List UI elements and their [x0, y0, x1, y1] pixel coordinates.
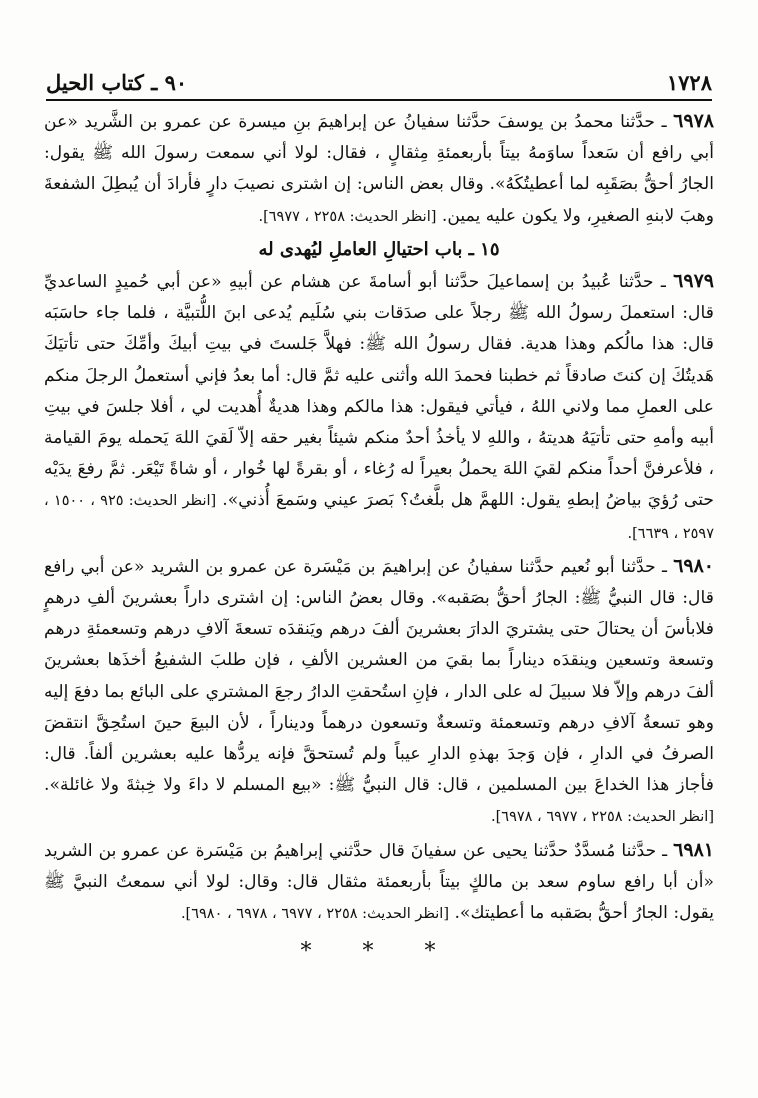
- hadith-text: ـ حدَّثنا مُسدَّدٌ حدَّثنا يحيى عن سفيانَ قال حدَّثني إبراهيمُ بن مَيْسَرة عن عمرو بن الشريد «أن أبا رافع ساوم سعد بن مالكٍ بيتاً بأربعمئة مثقال قال: وقال: لولا أني سمعتُ النبيَّ ﷺ يقول: الجارُ أحقُّ بصَقبه ما أعطيتك».: [44, 840, 714, 924]
- page-body: [44, 106, 714, 967]
- hadith-text: ـ حدَّثنا محمدُ بن يوسفَ حدَّثنا سفيانُ عن إبراهيمَ بنِ ميسرة عن عمرو بن الشَّريد «عن أبي رافع أن سَعداً ساوَمهُ بيتاً بأربعمئةِ مِثقالٍ ، فقال: لولا أني سمعت رسولَ الله ﷺ يقول: الجارُ أحقُّ بصَقَبِه لما أعطيتُكَهُ». وقال بعض الناس: إن اشترى نصيبَ دارٍ فأرادَ أن يُبطِلَ الشفعةَ وهبَ لابنهِ الصغيرِ، ولا يكون عليه يمين.: [44, 112, 714, 226]
- hadith-6978: [44, 106, 714, 233]
- hadith-reference: [انظر الحديث: ٩٢٥ ، ١٥٠٠ ، ٢٥٩٧ ، ٦٦٣٩].: [44, 493, 714, 542]
- chapter-title: ٩٠ ـ كتاب الحيل: [46, 70, 188, 95]
- hadith-reference: [انظر الحديث: ٢٢٥٨ ، ٦٩٧٧ ، ٦٩٧٨ ، ٦٩٨٠].: [180, 906, 449, 923]
- page-header: [46, 64, 712, 101]
- hadith-6979: [44, 266, 714, 550]
- hadith-number: ٦٩٧٩: [673, 270, 714, 293]
- hadith-6981: [44, 835, 714, 931]
- hadith-6980: [44, 551, 714, 834]
- hadith-number: ٦٩٧٨: [673, 110, 714, 132]
- hadith-reference: [انظر الحديث: ٢٢٥٨ ، ٦٩٧٧].: [258, 208, 437, 225]
- hadith-text: ـ حدَّثنا أبو نُعيم حدَّثنا سفيانُ عن إبراهيمَ بن مَيْسَرة عن عمرو بن الشريد «عن أبي رافع قال: قال النبيُّ ﷺ: الجارُ أحقُّ بصَقبه». وقال بعضُ الناس: إن اشترى داراً بعشرينَ ألفِ درهمٍ فلابأسَ أن يحتالَ حتى يشتريَ الدارَ بعشرينَ ألفَ درهم ويَنقدَه تسعةَ آلافِ درهم وتسعمئةِ درهم وتسعة وتسعين وينقدَه ديناراً بما بقيَ من العشرين الألفِ ، فإن طلبَ الشفيعُ أخذَها بعشرينَ ألفَ درهم وإلاّ فلا سبيلَ له على الدار ، فإنِ استُحقتِ الدارُ رجعَ المشتري على البائع بما دفعَ إليه وهو تسعةُ آلافِ درهم وتسعمئة وتسعةٌ وتسعون درهماً وديناراً ، لأن البيعَ حينَ استُحِقَّ انتقضَ الصرفُ في الدارِ ، فإن وَجدَ بهذهِ الدارِ عيباً ولم تُستحقَّ فإنه يردُّها عليه بعشرين ألفاً. قال: فأجاز هذا الخداعَ بين المسلمين ، قال: قال النبيُّ ﷺ: «بيع المسلم لا داءَ ولا خِبثةَ ولا غائلة».: [44, 556, 714, 796]
- hadith-reference: [انظر الحديث: ٢٢٥٨ ، ٦٩٧٧ ، ٦٩٧٨].: [491, 809, 714, 826]
- hadith-number: ٦٩٨١: [673, 838, 714, 861]
- hadith-text: ـ حدَّثنا عُبيدُ بن إسماعيلَ حدَّثنا أبو أسامةَ عن هشام عن أبيهِ «عن أبي حُميدٍ الساعديِّ قال: استعملَ رسولُ الله ﷺ رجلاً على صدَقات بني سُلَيم يُدعى ابنَ اللُّتبيَّة ، فلما جاء حاسَبَه قال: هذا مالُكم وهذا هدية. فقال رسولُ الله ﷺ: فهلاَّ جَلستَ في بيتِ أبيكَ وأمِّكَ حتى تأتيَكَ هَديتُكَ إن كنتَ صادقاً ثم خطبنا فحمدَ الله وأثنى عليه ثمَّ قال: أما بعدُ فإني أستعملُ الرجلَ منكم على العملِ مما ولاني اللهُ ، فيأتي فيقول: هذا مالكم وهذا هديةٌ أُهديت لي ، أفلا جلسَ في بيتِ أبيه وأمهِ حتى تأتيَهُ هديتهُ ، واللهِ لا يأخذُ أحدٌ منكم شيئاً بغير حقه إلاّ لَقيَ اللهَ يَحمله يومَ القيامة ، فلأعرفنَّ أحداً منكم لقيَ اللهَ يحملُ بعيراً له رُغاء ، أو بقرةً لها خُوار ، أو شاةً تَيْعَر. ثمَّ رفعَ يدَيْه حتى رُؤيَ بياضُ إبطهِ يقول: اللهمَّ هل بلَّغتُ؟ بَصرَ عيني وسَمعَ أُذني».: [44, 272, 715, 511]
- hadith-number: ٦٩٨٠: [673, 554, 715, 577]
- section-separator: * * *: [300, 939, 458, 965]
- chapter-heading: ١٥ ـ باب احتيالِ العاملِ ليُهدى له: [258, 238, 500, 260]
- page-number: ١٧٢٨: [666, 70, 712, 95]
